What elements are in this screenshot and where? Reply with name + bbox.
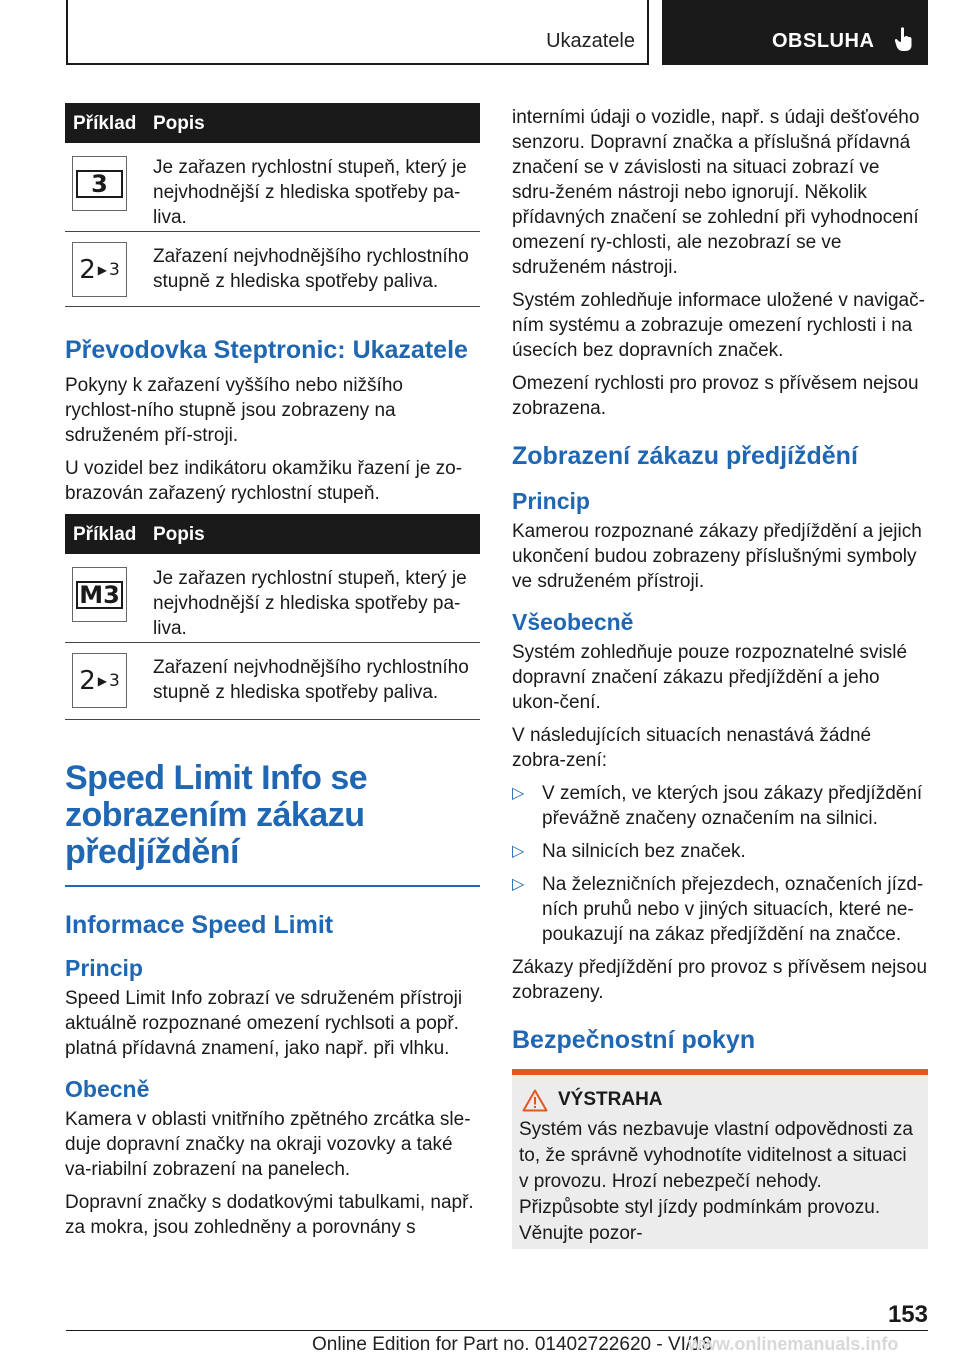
list-item: ▷ V zemích, ve kterých jsou zákazy předjíždění převážně značeny označením na silnici. [512,783,923,829]
table-row [65,143,480,232]
chapter-title: Speed Limit Info se zobrazením zákazu předjíždění [65,759,368,871]
warning-heading [512,1075,928,1117]
upshift-2-to-3-icon: 2 ▶ 3 [79,254,120,285]
header-title: Ukazatele [546,30,635,52]
warning-text: Systém vás nezbavuje vlastní odpovědnosti za to, že správně vyhodnotíte viditelnost a situaci v provozu. Hrozí nebezpečí nehody. Přizpůsobte styl jízdy podmínkám provozu. Věnujte pozor- [519,1119,913,1244]
header-right-rule [647,0,649,65]
header-section-tab [662,0,928,65]
hand-pointer-icon [894,26,914,52]
paragraph: Zákazy předjíždění pro provoz s přívěsem nejsou zobrazeny. [512,957,928,1003]
table-header [65,103,480,143]
right-column [512,103,928,1249]
gear-3-icon: 3 [76,170,123,198]
row-description: Zařazení nejvhodnějšího rychlostního stupně z hlediska spotřeby paliva. [153,246,469,292]
upshift-2-to-3-icon: 2 ▶ 3 [79,665,120,696]
paragraph: Kamerou rozpoznané zákazy předjíždění a jejich ukončení budou zobrazeny příslušnými symboly ve sdruženém přístroji. [512,521,922,592]
gear-symbol [72,567,127,622]
gear-table-1 [65,103,480,307]
left-column [65,103,480,1248]
paragraph: Omezení rychlosti pro provoz s přívěsem nejsou zobrazena. [512,373,919,419]
list-item: ▷ Na silnicích bez značek. [512,841,746,862]
section-title-steptronic: Převodovka Steptronic: Ukazatele [65,336,468,364]
subheading-princip: Princip [65,955,143,981]
paragraph: Systém zohledňuje informace uložené v navigač-ním systému a zobrazuje omezení rychlosti i na úsecích bez dopravních značek. [512,290,925,361]
subheading-obecne: Obecně [65,1076,150,1102]
gear-table-2 [65,514,480,720]
header-left-rule [66,0,68,65]
column-header-description: Popis [153,113,205,134]
gear-shift-symbol [72,242,127,297]
paragraph: interními údaji o vozidle, např. s údaji dešťového senzoru. Dopravní značka a příslušná přídavná značení se v závislosti na situaci zobrazí ve sdru-ženém nástroji nebo ignorují. Několik přídavných značení se zohlední při vyhodnocení omezení ry-chlosti, ale nezobrazí se ve sdruženém nástroji. [512,107,920,278]
column-header-example: Příklad [73,524,137,545]
row-description: Je zařazen rychlostní stupeň, který je nejvhodnější z hlediska spotřeby pa-liva. [153,157,467,228]
header-underline [66,63,648,65]
table-row [65,232,480,307]
section-title-info: Informace Speed Limit [65,911,334,939]
list-item: ▷ Na železničních přejezdech, označeních jízd-ních pruhů nebo v jiných situacích, které ne-poukazují na zákaz předjíždění na značce. [512,874,924,945]
triangle-bullet-icon: ▷ [512,785,525,802]
warning-triangle-icon [522,1089,548,1112]
column-header-example: Příklad [73,113,137,134]
row-description: Je zařazen rychlostní stupeň, který je nejvhodnější z hlediska spotřeby pa-liva. [153,568,467,639]
gear-symbol [72,156,127,211]
watermark: www.onlinemanuals.info [688,1334,899,1354]
footer-edition: Online Edition for Part no. 01402722620 - VI/18 [312,1334,713,1355]
chapter-rule [65,885,480,887]
paragraph: Pokyny k zařazení vyššího nebo nižšího rychlost-ního stupně jsou zobrazeny na sdruženém pří-stroji. [65,375,403,446]
table-row [65,643,480,720]
column-header-description: Popis [153,524,205,545]
paragraph: U vozidel bez indikátoru okamžiku řazení je zo-brazován zařazený rychlostní stupeň. [65,458,463,504]
triangle-bullet-icon: ▷ [512,843,525,860]
table-header [65,514,480,554]
header-section-label: OBSLUHA [772,30,875,52]
table-row [65,554,480,643]
page-number: 153 [887,1301,928,1328]
triangle-bullet-icon: ▷ [512,876,525,893]
warning-label: VÝSTRAHA [558,1089,663,1110]
paragraph: Speed Limit Info zobrazí ve sdruženém přístroji aktuálně rozpoznané omezení rychlsoti a popř. platná přídavná znamení, jako např. při vlhku. [65,988,463,1059]
row-description: Zařazení nejvhodnějšího rychlostního stupně z hlediska spotřeby paliva. [153,657,469,703]
paragraph: Systém zohledňuje pouze rozpoznatelné svislé dopravní značení zákazu předjíždění a jeho ukon-čení. [512,642,908,713]
paragraph: Dopravní značky s dodatkovými tabulkami, např. za mokra, jsou zohledněny a porovnány s [65,1192,474,1238]
footer-rule [66,1330,928,1331]
subheading-vseobecne: Všeobecně [512,609,634,635]
subheading-princip: Princip [512,488,590,514]
gear-m3-icon: M3 [76,581,123,609]
section-title-overtaking: Zobrazení zákazu předjíždění [512,442,858,470]
warning-box [512,1069,928,1249]
section-title-safety: Bezpečnostní pokyn [512,1026,756,1054]
gear-shift-symbol [72,653,127,708]
paragraph: V následujících situacích nenastává žádné zobra-zení: [512,725,872,771]
paragraph: Kamera v oblasti vnitřního zpětného zrcátka sle-duje dopravní značky na okraji vozovky a také va-riabilní zobrazení na panelech. [65,1109,471,1180]
